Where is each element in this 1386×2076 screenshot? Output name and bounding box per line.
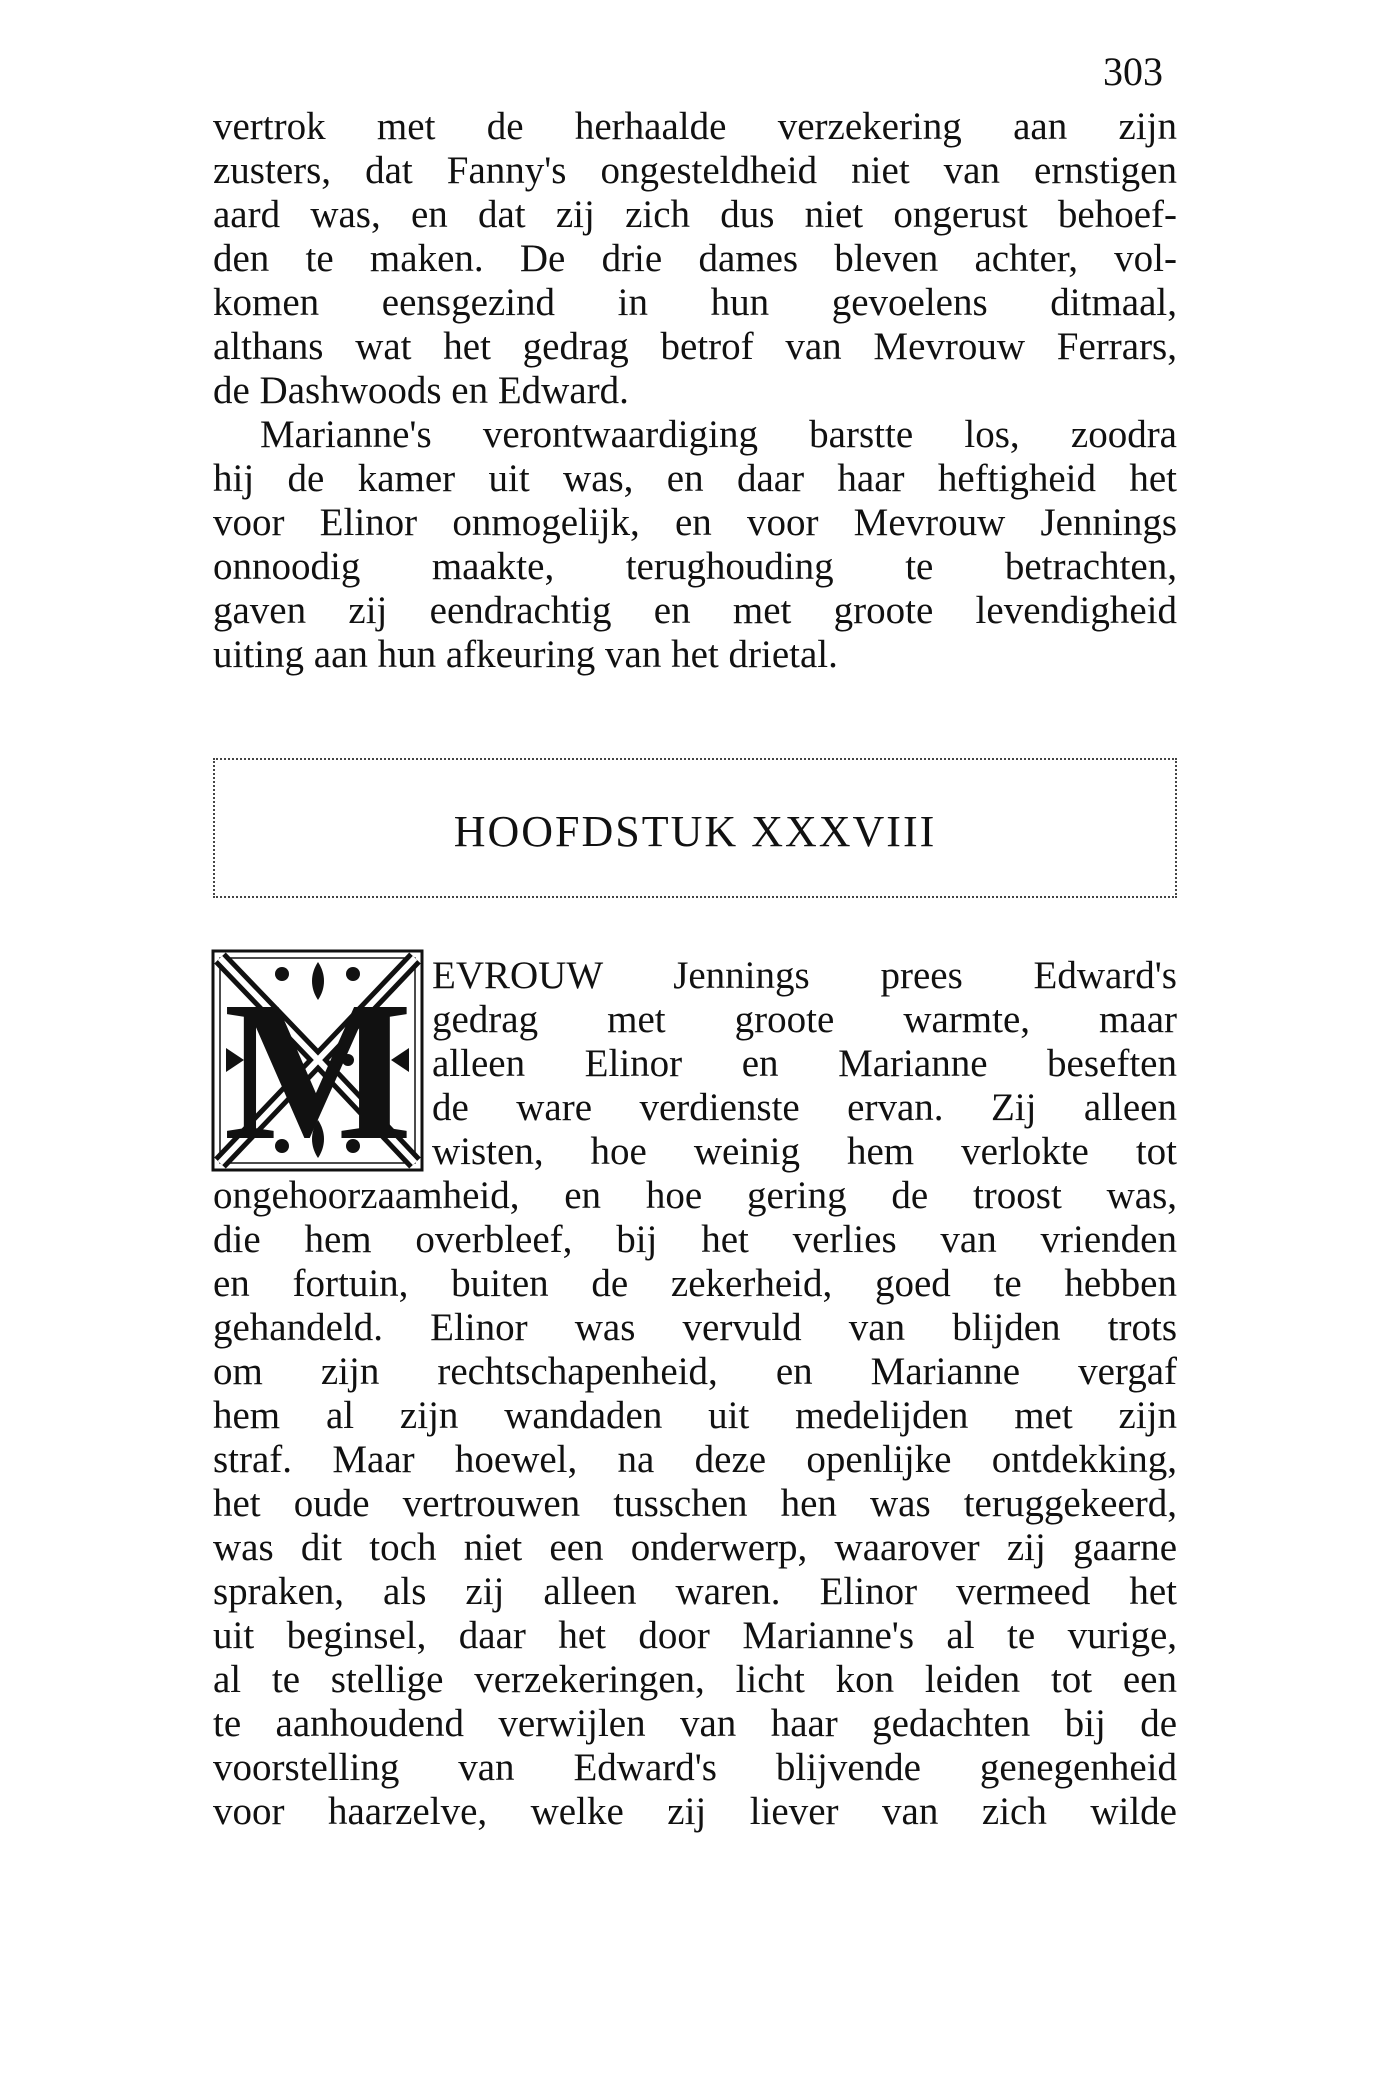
text-line: gehandeld. Elinor was vervuld van blijden trots bbox=[213, 1306, 1177, 1349]
text-line: te aanhoudend verwijlen van haar gedachten bij de bbox=[213, 1702, 1177, 1745]
chapter-heading-box bbox=[213, 758, 1177, 898]
text-line: was dit toch niet een onderwerp, waarover zij gaarne bbox=[213, 1526, 1177, 1569]
text-line: de ware verdienste ervan. Zij alleen bbox=[432, 1086, 1177, 1129]
text-line: voor haarzelve, welke zij liever van zich wilde bbox=[213, 1790, 1177, 1833]
text-line: die hem overbleef, bij het verlies van vrienden bbox=[213, 1218, 1177, 1261]
text-line: hij de kamer uit was, en daar haar heftigheid het bbox=[213, 457, 1177, 500]
drop-cap-letter: M bbox=[223, 961, 413, 1173]
text-line: alleen Elinor en Marianne beseften bbox=[432, 1042, 1177, 1085]
text-line: EVROUW Jennings prees Edward's bbox=[432, 954, 1177, 997]
text-line: aard was, en dat zij zich dus niet ongerust behoef- bbox=[213, 193, 1177, 236]
text-line: zusters, dat Fanny's ongesteldheid niet van ernstigen bbox=[213, 149, 1177, 192]
text-line: Marianne's verontwaardiging barstte los, zoodra bbox=[260, 413, 1177, 456]
text-line: om zijn rechtschapenheid, en Marianne vergaf bbox=[213, 1350, 1177, 1393]
text-line: de Dashwoods en Edward. bbox=[213, 369, 629, 412]
text-line: straf. Maar hoewel, na deze openlijke ontdekking, bbox=[213, 1438, 1177, 1481]
text-line: ongehoorzaamheid, en hoe gering de troost was, bbox=[213, 1174, 1177, 1217]
text-line: gedrag met groote warmte, maar bbox=[432, 998, 1177, 1041]
text-line: komen eensgezind in hun gevoelens ditmaal, bbox=[213, 281, 1177, 324]
text-line: het oude vertrouwen tusschen hen was teruggekeerd, bbox=[213, 1482, 1177, 1525]
text-line: uit beginsel, daar het door Marianne's al te vurige, bbox=[213, 1614, 1177, 1657]
text-line: gaven zij eendrachtig en met groote levendigheid bbox=[213, 589, 1177, 632]
drop-cap-ornament bbox=[210, 948, 425, 1173]
text-line: vertrok met de herhaalde verzekering aan zijn bbox=[213, 105, 1177, 148]
text-line: voorstelling van Edward's blijvende genegenheid bbox=[213, 1746, 1177, 1789]
text-line: wisten, hoe weinig hem verlokte tot bbox=[432, 1130, 1177, 1173]
text-line: althans wat het gedrag betrof van Mevrouw Ferrars, bbox=[213, 325, 1177, 368]
text-line: spraken, als zij alleen waren. Elinor vermeed het bbox=[213, 1570, 1177, 1613]
text-line: uiting aan hun afkeuring van het drietal. bbox=[213, 633, 838, 676]
page-number: 303 bbox=[1103, 49, 1163, 94]
text-line: voor Elinor onmogelijk, en voor Mevrouw Jennings bbox=[213, 501, 1177, 544]
text-line: den te maken. De drie dames bleven achter, vol- bbox=[213, 237, 1177, 280]
text-line: en fortuin, buiten de zekerheid, goed te hebben bbox=[213, 1262, 1177, 1305]
chapter-title: HOOFDSTUK XXXVIII bbox=[453, 807, 937, 856]
text-line: al te stellige verzekeringen, licht kon leiden tot een bbox=[213, 1658, 1177, 1701]
text-line: onnoodig maakte, terughouding te betrachten, bbox=[213, 545, 1177, 588]
text-line: hem al zijn wandaden uit medelijden met zijn bbox=[213, 1394, 1177, 1437]
